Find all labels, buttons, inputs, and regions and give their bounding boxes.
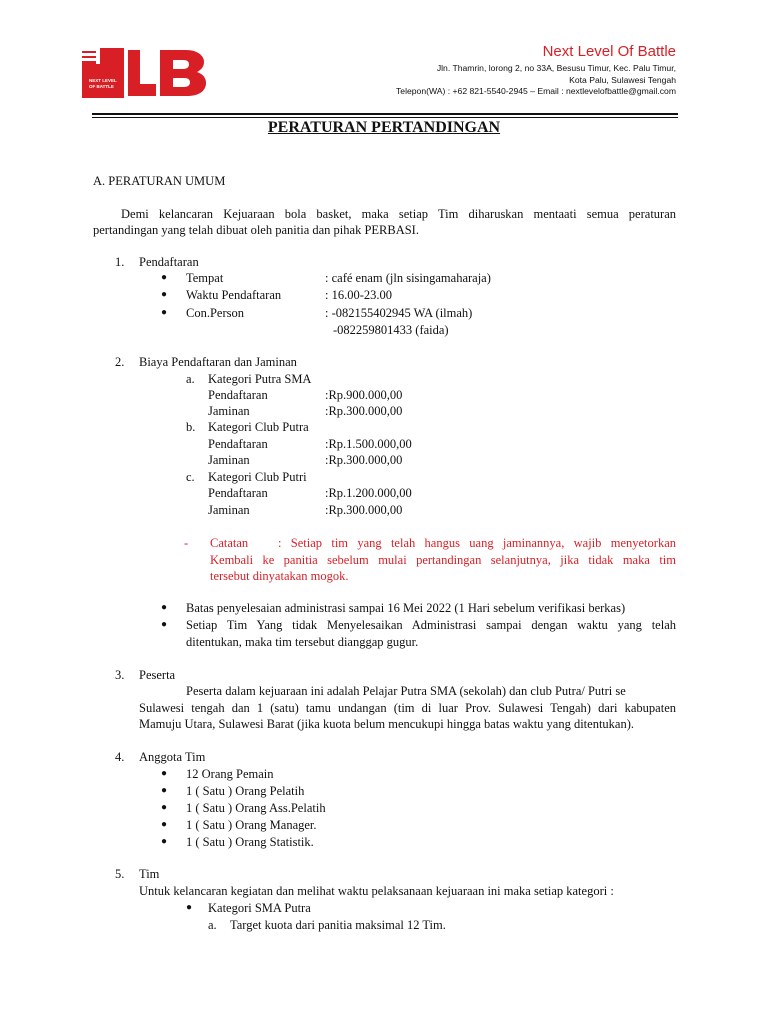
fee-value: :Rp.1.200.000,00 — [325, 486, 412, 500]
bullet-icon: ● — [161, 802, 168, 813]
section-title-1: Pendaftaran — [139, 255, 199, 269]
bullet-icon: ● — [161, 819, 168, 830]
category-name: Kategori Club Putra — [208, 420, 309, 434]
category-letter: a. — [186, 372, 195, 386]
section-title-3: Peserta — [139, 668, 176, 682]
logo-tagline-1: NEXT LEVEL — [89, 78, 117, 83]
note-dash: - — [184, 536, 189, 550]
note-label: Catatan — [210, 536, 249, 550]
team-intro: Untuk kelancaran kegiatan dan melihat waktu pelaksanaan kejuaraan ini maka setiap kategori : — [139, 884, 614, 898]
page-title: PERATURAN PERTANDINGAN — [267, 119, 501, 136]
bullet-icon: ● — [161, 602, 168, 613]
contact-line: Telepon(WA) : +62 821-5540-2945 – Email : nextlevelofbattle@gmail.com — [396, 86, 676, 96]
bullet-icon: ● — [161, 836, 168, 847]
section-title-5: Tim — [139, 867, 160, 881]
address-line-2: Kota Palu, Sulawesi Tengah — [569, 75, 676, 85]
bullet-icon: ● — [186, 902, 193, 913]
participants-line-1: Peserta dalam kejuaraan ini adalah Pelajar Putra SMA (sekolah) dan club Putra/ Putri se — [186, 684, 626, 698]
quota-text: Target kuota dari panitia maksimal 12 Tim. — [230, 918, 446, 932]
deposit-label: Jaminan — [208, 404, 250, 418]
logo-graphic — [82, 48, 214, 98]
section-number-2: 2. — [115, 355, 125, 369]
deposit-value: :Rp.300.000,00 — [325, 453, 403, 467]
participants-line-2: Sulawesi tengah dan 1 (satu) tamu undangan (tim di luar Prov. Sulawesi Tengah) dari kabupaten — [139, 701, 676, 715]
fee-label: Pendaftaran — [208, 388, 268, 402]
section-number-5: 5. — [115, 867, 125, 881]
list-item-label: Con.Person — [186, 306, 244, 320]
section-title-2: Biaya Pendaftaran dan Jaminan — [139, 355, 297, 369]
org-name: Next Level Of Battle — [542, 43, 676, 60]
bullet-icon: ● — [161, 619, 168, 630]
deposit-label: Jaminan — [208, 503, 250, 517]
note-line-3: tersebut dinyatakan mogok. — [210, 569, 349, 583]
category-name: Kategori Club Putri — [208, 470, 307, 484]
list-item-value: : café enam (jln sisingamaharaja) — [325, 271, 491, 285]
participants-line-3: Mamuju Utara, Sulawesi Barat (jika kuota belum mencukupi hingga batas waktu yang ditentukan). — [139, 717, 635, 731]
fee-label: Pendaftaran — [208, 486, 268, 500]
list-item-value: : 16.00-23.00 — [325, 288, 393, 302]
bullet-icon: ● — [161, 272, 168, 283]
bullet-icon: ● — [161, 768, 168, 779]
logo-tagline-2: OF BATTLE — [89, 84, 114, 89]
category-letter: b. — [186, 420, 196, 434]
section-number-1: 1. — [115, 255, 125, 269]
header-divider-thick — [92, 113, 678, 115]
note-line-2: Kembali ke panitia sebelum mulai pertandingan selanjutnya, jika tidak maka tim — [210, 553, 676, 567]
fee-value: :Rp.900.000,00 — [325, 388, 403, 402]
admin-deadline: Batas penyelesaian administrasi sampai 16 Mei 2022 (1 Hari sebelum verifikasi berkas) — [186, 601, 626, 615]
note-line-1: : Setiap tim yang telah hangus uang jaminannya, wajib menyetorkan — [278, 536, 676, 550]
bullet-icon: ● — [161, 785, 168, 796]
deposit-label: Jaminan — [208, 453, 250, 467]
category-letter: c. — [186, 470, 195, 484]
list-item: 12 Orang Pemain — [186, 767, 274, 781]
section-heading: A. PERATURAN UMUM — [93, 174, 226, 188]
quota-letter: a. — [208, 918, 217, 932]
admin-rule-line-1: Setiap Tim Yang tidak Menyelesaikan Administrasi sampai dengan waktu yang telah — [186, 618, 676, 632]
list-item-value-extra: -082259801433 (faida) — [333, 323, 449, 337]
nlb-logo — [82, 48, 214, 98]
fee-label: Pendaftaran — [208, 437, 268, 451]
section-title-4: Anggota Tim — [139, 750, 206, 764]
intro-line-1: Demi kelancaran Kejuaraan bola basket, maka setiap Tim diharuskan mentaati semua peraturan — [121, 207, 676, 221]
deposit-value: :Rp.300.000,00 — [325, 404, 403, 418]
list-item-label: Tempat — [186, 271, 224, 285]
section-number-3: 3. — [115, 668, 125, 682]
list-item-label: Waktu Pendaftaran — [186, 288, 282, 302]
list-item: 1 ( Satu ) Orang Ass.Pelatih — [186, 801, 326, 815]
intro-line-2: pertandingan yang telah dibuat oleh panitia dan pihak PERBASI. — [93, 223, 419, 237]
list-item: 1 ( Satu ) Orang Pelatih — [186, 784, 305, 798]
list-item: 1 ( Satu ) Orang Statistik. — [186, 835, 314, 849]
admin-rule-line-2: ditentukan, maka tim tersebut dianggap gugur. — [186, 635, 419, 649]
address-line-1: Jln. Thamrin, lorong 2, no 33A, Besusu Timur, Kec. Palu Timur, — [436, 63, 676, 73]
section-number-4: 4. — [115, 750, 125, 764]
category-name: Kategori Putra SMA — [208, 372, 312, 386]
list-item: 1 ( Satu ) Orang Manager. — [186, 818, 317, 832]
team-category: Kategori SMA Putra — [208, 901, 311, 915]
deposit-value: :Rp.300.000,00 — [325, 503, 403, 517]
list-item-value: : -082155402945 WA (ilmah) — [325, 306, 473, 320]
bullet-icon: ● — [161, 307, 168, 318]
fee-value: :Rp.1.500.000,00 — [325, 437, 412, 451]
bullet-icon: ● — [161, 289, 168, 300]
